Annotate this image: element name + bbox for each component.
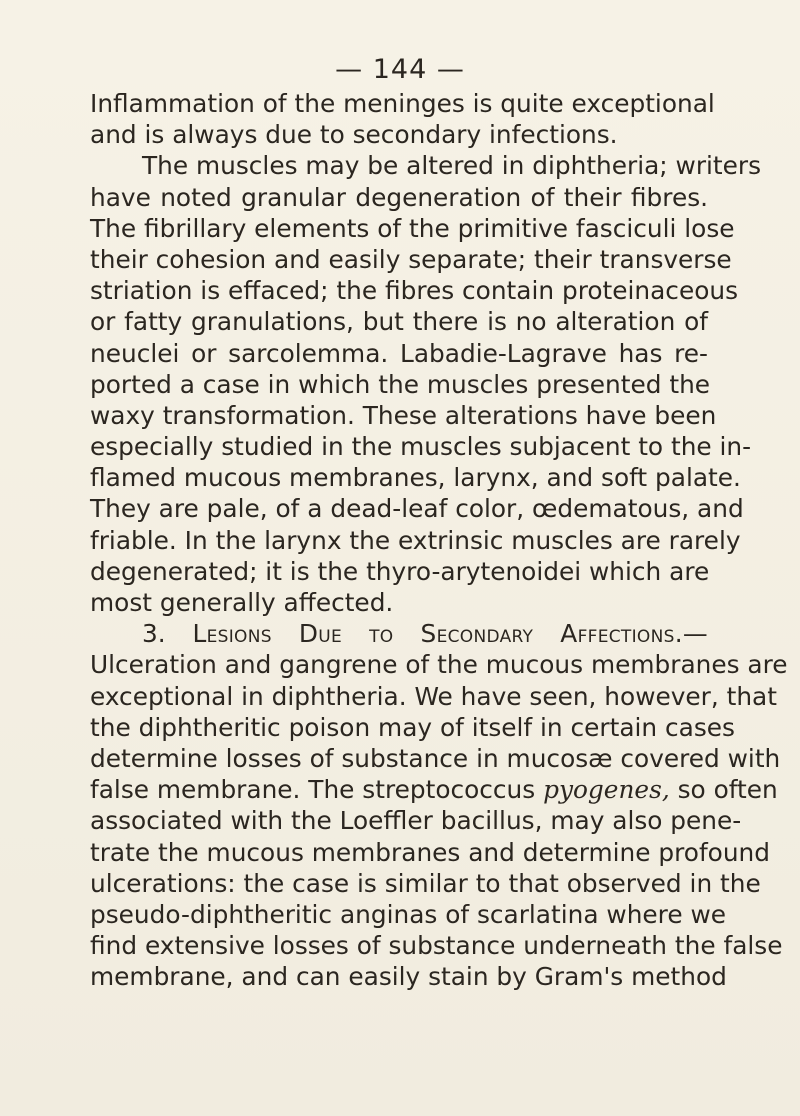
text-line: especially studied in the muscles subjacent to the in-	[90, 432, 752, 462]
text-line: the diphtheritic poison may of itself in certain cases	[90, 712, 735, 742]
section-heading-line	[90, 618, 708, 649]
body-text	[90, 88, 788, 992]
text-line: pseudo-diphtheritic anginas of scarlatina where we	[90, 899, 726, 929]
text-segment: so often	[677, 775, 778, 805]
text-line-with-italic	[90, 774, 778, 805]
text-line: most generally affected.	[90, 588, 394, 617]
text-segment: false membrane. The streptococcus	[90, 775, 536, 805]
text-line: ported a case in which the muscles presented the	[90, 369, 711, 399]
text-line: friable. In the larynx the extrinsic muscles are rarely	[90, 525, 741, 555]
section-heading: Lesions Due to Secondary Affections.—	[192, 619, 709, 649]
text-line: and is always due to secondary infections.	[90, 120, 618, 150]
text-line: waxy transformation. These alterations have been	[90, 400, 717, 430]
text-line: trate the mucous membranes and determine profound	[90, 837, 771, 867]
text-line: flamed mucous membranes, larynx, and soft palate.	[90, 463, 741, 493]
text-line: their cohesion and easily separate; their transverse	[90, 244, 732, 274]
section-number: 3.	[142, 619, 166, 649]
text-line: striation is effaced; the fibres contain proteinaceous	[90, 276, 739, 306]
text-line: membrane, and can easily stain by Gram's method	[90, 962, 727, 992]
text-line: find extensive losses of substance underneath the false	[90, 931, 783, 961]
text-line: degenerated; it is the thyro-arytenoidei which are	[90, 556, 710, 586]
page-number: — 144 —	[335, 54, 465, 85]
text-line: associated with the Loeffler bacillus, may also pene-	[90, 806, 742, 836]
text-line: They are pale, of a dead-leaf color, œdematous, and	[90, 494, 744, 524]
text-line: determine losses of substance in mucosæ covered with	[90, 743, 781, 773]
text-line: The fibrillary elements of the primitive fasciculi lose	[90, 213, 735, 243]
text-line: ulcerations: the case is similar to that observed in the	[90, 868, 761, 898]
paragraph-start-line: The muscles may be altered in diphtheria; writers	[142, 151, 761, 181]
italic-term: pyogenes,	[543, 775, 670, 805]
text-line: Inflammation of the meninges is quite exceptional	[90, 89, 715, 118]
text-line: exceptional in diphtheria. We have seen, however, that	[90, 681, 777, 711]
text-line: Ulceration and gangrene of the mucous membranes are	[90, 650, 788, 680]
text-line: have noted granular degeneration of their fibres.	[90, 182, 708, 212]
text-line: or fatty granulations, but there is no alteration of	[90, 307, 708, 337]
text-line: neuclei or sarcolemma. Labadie-Lagrave has re-	[90, 338, 708, 368]
